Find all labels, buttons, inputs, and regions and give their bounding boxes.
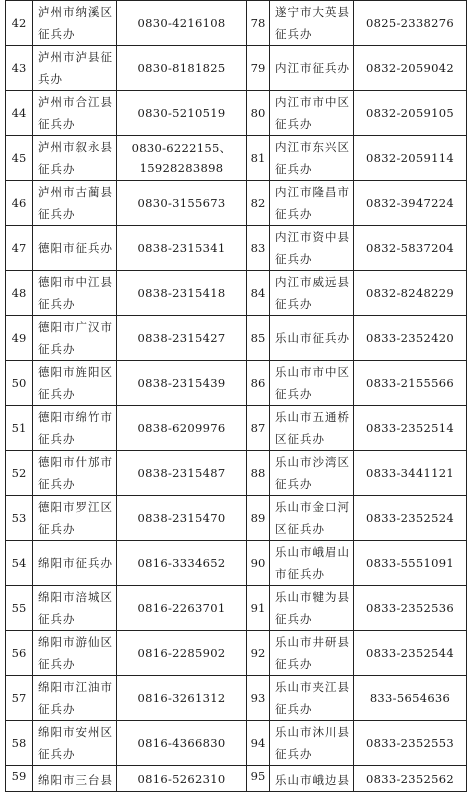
phone-number: 0833-2352544 [366, 646, 454, 660]
table-row [6, 451, 467, 496]
office-name-cell [270, 721, 354, 766]
table-row [6, 361, 467, 406]
entry-number-cell [6, 496, 33, 541]
phone-number: 0830-3155673 [137, 196, 226, 210]
phone-number: 0833-2352514 [366, 421, 454, 435]
phone-number: 0832-5837204 [366, 241, 454, 255]
office-name: 泸州市纳溪区征兵办 [38, 5, 113, 41]
office-name: 德阳市绵竹市征兵办 [38, 410, 113, 446]
entry-number-cell [6, 721, 33, 766]
table-row [6, 586, 467, 631]
office-name-cell [33, 676, 117, 721]
office-name-cell [33, 721, 117, 766]
phone-number: 0830-4216108 [137, 16, 226, 30]
phone-number-cell [354, 181, 467, 226]
phone-number-cell [354, 766, 467, 792]
phone-number: 0832-3947224 [366, 196, 454, 210]
phone-number-cell [117, 406, 247, 451]
table-row [6, 541, 467, 586]
office-name-cell [33, 271, 117, 316]
entry-number: 81 [250, 151, 266, 165]
phone-number: 0832-2059042 [366, 61, 454, 75]
phone-number: 0833-3441121 [366, 466, 454, 480]
entry-number-cell [247, 181, 270, 226]
office-name: 内江市市中区征兵办 [275, 95, 350, 131]
office-name: 乐山市市中区征兵办 [275, 365, 350, 401]
entry-number: 94 [250, 736, 266, 750]
phone-number-cell [117, 46, 247, 91]
office-name-cell [270, 226, 354, 271]
phone-number: 0838-2315470 [137, 511, 226, 525]
phone-number-cell [354, 91, 467, 136]
table-row [6, 496, 467, 541]
office-name: 乐山市峨边县 [275, 772, 350, 787]
entry-number-cell [247, 46, 270, 91]
entry-number-cell [247, 406, 270, 451]
entry-number-cell [247, 361, 270, 406]
phone-number-cell [354, 226, 467, 271]
phone-number-cell [354, 496, 467, 541]
entry-number: 95 [250, 768, 266, 783]
entry-number: 42 [11, 16, 27, 30]
entry-number-cell [247, 1, 270, 46]
entry-number-cell [6, 766, 33, 792]
entry-number-cell [6, 451, 33, 496]
entry-number: 87 [250, 421, 266, 435]
table-row [6, 46, 467, 91]
entry-number: 92 [250, 646, 266, 660]
phone-number: 0833-2352553 [366, 736, 454, 750]
office-name: 绵阳市涪城区征兵办 [38, 590, 113, 626]
phone-number-cell [117, 721, 247, 766]
table-row [6, 91, 467, 136]
phone-number-cell [117, 766, 247, 792]
entry-number-cell [247, 451, 270, 496]
entry-number-cell [247, 136, 270, 181]
office-name: 内江市威远县征兵办 [275, 275, 350, 311]
entry-number: 86 [250, 376, 266, 390]
phone-number: 0832-8248229 [366, 286, 454, 300]
entry-number: 57 [11, 691, 27, 705]
entry-number-cell [6, 1, 33, 46]
entry-number: 88 [250, 466, 266, 480]
entry-number: 49 [11, 331, 27, 345]
phone-number: 0833-2155566 [366, 376, 454, 390]
office-name: 绵阳市三台县 [38, 772, 113, 787]
phone-number-cell [354, 586, 467, 631]
office-name: 乐山市犍为县征兵办 [275, 590, 350, 626]
office-name-cell [33, 46, 117, 91]
office-name: 乐山市沙湾区征兵办 [275, 455, 350, 491]
office-name: 德阳市什邡市征兵办 [38, 455, 113, 491]
phone-number-cell [354, 361, 467, 406]
entry-number-cell [6, 676, 33, 721]
entry-number: 51 [11, 421, 27, 435]
phone-number-cell [354, 271, 467, 316]
entry-number: 50 [11, 376, 27, 390]
office-name-cell [270, 1, 354, 46]
phone-number-cell [354, 406, 467, 451]
entry-number-cell [6, 46, 33, 91]
office-name-cell [33, 136, 117, 181]
office-name: 德阳市广汉市征兵办 [38, 320, 113, 356]
phone-number-cell [117, 676, 247, 721]
office-name-cell [33, 766, 117, 792]
entry-number-cell [247, 226, 270, 271]
phone-number-cell [117, 226, 247, 271]
entry-number: 82 [250, 196, 266, 210]
phone-number: 0838-2315439 [137, 376, 226, 390]
entry-number: 52 [11, 466, 27, 480]
office-name-cell [33, 181, 117, 226]
phone-number: 0832-2059105 [366, 106, 454, 120]
office-name-cell [33, 1, 117, 46]
office-name-cell [33, 406, 117, 451]
office-name-cell [270, 676, 354, 721]
entry-number-cell [247, 631, 270, 676]
phone-number-cell [117, 1, 247, 46]
entry-number-cell [247, 586, 270, 631]
table-row [6, 271, 467, 316]
entry-number: 54 [11, 556, 27, 570]
phone-number: 0838-2315427 [137, 331, 226, 345]
office-name: 内江市东兴区征兵办 [275, 140, 350, 176]
entry-number: 84 [250, 286, 266, 300]
office-name: 绵阳市游仙区征兵办 [38, 635, 113, 671]
office-name-cell [33, 316, 117, 361]
entry-number-cell [247, 766, 270, 792]
phone-number-cell [117, 316, 247, 361]
entry-number-cell [247, 496, 270, 541]
phone-number: 0816-3261312 [137, 691, 226, 705]
entry-number: 55 [11, 601, 27, 615]
phone-number-cell [354, 541, 467, 586]
phone-number-cell [117, 586, 247, 631]
phone-number-cell [354, 721, 467, 766]
phone-number-cell [354, 316, 467, 361]
entry-number: 44 [11, 106, 27, 120]
entry-number: 43 [11, 61, 27, 75]
office-name-cell [270, 181, 354, 226]
entry-number: 53 [11, 511, 27, 525]
table-row [6, 181, 467, 226]
table-row [6, 721, 467, 766]
phone-number: 0816-4366830 [137, 736, 226, 750]
entry-number-cell [6, 586, 33, 631]
office-name: 乐山市五通桥区征兵办 [275, 410, 350, 446]
office-name-cell [33, 226, 117, 271]
entry-number-cell [247, 541, 270, 586]
office-name: 泸州市合江县征兵办 [38, 95, 113, 131]
phone-number: 0816-2263701 [137, 601, 226, 615]
office-name: 德阳市中江县征兵办 [38, 275, 113, 311]
office-name-cell [270, 91, 354, 136]
office-name: 绵阳市江油市征兵办 [38, 680, 113, 716]
table-row [6, 316, 467, 361]
phone-number: 0838-6209976 [137, 421, 226, 435]
phone-number-cell [117, 451, 247, 496]
entry-number-cell [6, 631, 33, 676]
phone-number: 0816-2285902 [137, 646, 226, 660]
phone-number-cell [117, 361, 247, 406]
table-row [6, 406, 467, 451]
entry-number-cell [6, 271, 33, 316]
phone-number-cell [117, 631, 247, 676]
phone-number-cell [117, 541, 247, 586]
office-name-cell [33, 451, 117, 496]
office-name-cell [270, 496, 354, 541]
table-row [6, 226, 467, 271]
entry-number-cell [247, 271, 270, 316]
entry-number: 56 [11, 646, 27, 660]
contact-table-body [6, 1, 467, 792]
entry-number: 80 [250, 106, 266, 120]
entry-number-cell [6, 316, 33, 361]
office-name-cell [270, 46, 354, 91]
phone-number: 0838-2315418 [137, 286, 226, 300]
phone-number-cell [117, 181, 247, 226]
phone-number-cell [117, 136, 247, 181]
entry-number-cell [6, 181, 33, 226]
phone-number-cell [117, 91, 247, 136]
table-row [6, 136, 467, 181]
phone-number: 0830-6222155、15928283898 [131, 141, 232, 175]
entry-number: 85 [250, 331, 266, 345]
office-name: 德阳市征兵办 [38, 241, 113, 255]
entry-number-cell [247, 721, 270, 766]
entry-number: 47 [11, 241, 27, 255]
phone-number: 0833-2352562 [366, 771, 454, 786]
office-name: 内江市征兵办 [275, 61, 350, 75]
phone-number-cell [117, 496, 247, 541]
office-name: 乐山市峨眉山市征兵办 [275, 545, 350, 581]
phone-number-cell [117, 271, 247, 316]
office-name-cell [33, 361, 117, 406]
office-name: 绵阳市征兵办 [38, 556, 113, 570]
office-name-cell [270, 586, 354, 631]
office-name: 乐山市井研县征兵办 [275, 635, 350, 671]
office-name: 德阳市罗江区征兵办 [38, 500, 113, 536]
phone-number: 0816-3334652 [137, 556, 226, 570]
office-name-cell [33, 631, 117, 676]
entry-number-cell [6, 361, 33, 406]
table-row [6, 766, 467, 792]
office-name-cell [270, 136, 354, 181]
office-name: 内江市资中县征兵办 [275, 230, 350, 266]
phone-number: 833-5654636 [369, 691, 451, 705]
office-name-cell [270, 541, 354, 586]
phone-number-cell [354, 451, 467, 496]
phone-number: 0833-2352524 [366, 511, 454, 525]
entry-number: 58 [11, 736, 27, 750]
phone-number: 0825-2338276 [366, 16, 454, 30]
office-name-cell [33, 91, 117, 136]
office-name-cell [270, 766, 354, 792]
entry-number: 79 [250, 61, 266, 75]
entry-number: 89 [250, 511, 266, 525]
entry-number: 93 [250, 691, 266, 705]
office-name: 泸州市叙永县征兵办 [38, 140, 113, 176]
office-name: 乐山市夹江县征兵办 [275, 680, 350, 716]
office-name: 乐山市沐川县征兵办 [275, 725, 350, 761]
table-row [6, 676, 467, 721]
contact-table [5, 0, 467, 792]
office-name: 遂宁市大英县征兵办 [275, 5, 350, 41]
office-name: 泸州市古蔺县征兵办 [38, 185, 113, 221]
entry-number: 78 [250, 16, 266, 30]
phone-number: 0833-2352536 [366, 601, 454, 615]
office-name-cell [33, 541, 117, 586]
office-name-cell [33, 586, 117, 631]
entry-number: 45 [11, 151, 27, 165]
office-name: 乐山市金口河区征兵办 [275, 500, 350, 536]
entry-number: 83 [250, 241, 266, 255]
phone-number: 0838-2315487 [137, 466, 226, 480]
office-name: 绵阳市安州区征兵办 [38, 725, 113, 761]
office-name-cell [270, 271, 354, 316]
phone-number-cell [354, 136, 467, 181]
phone-number: 0816-5262310 [137, 771, 226, 786]
entry-number: 90 [250, 556, 266, 570]
phone-number-cell [354, 1, 467, 46]
phone-number-cell [354, 46, 467, 91]
phone-number: 0833-5551091 [366, 556, 454, 570]
phone-number: 0838-2315341 [137, 241, 226, 255]
office-name-cell [270, 451, 354, 496]
entry-number: 59 [11, 768, 27, 783]
entry-number-cell [247, 316, 270, 361]
entry-number-cell [6, 136, 33, 181]
table-row [6, 1, 467, 46]
office-name: 乐山市征兵办 [275, 331, 350, 345]
phone-number: 0833-2352420 [366, 331, 454, 345]
phone-number-cell [354, 631, 467, 676]
entry-number: 46 [11, 196, 27, 210]
office-name: 内江市隆昌市征兵办 [275, 185, 350, 221]
office-name-cell [270, 361, 354, 406]
table-row [6, 631, 467, 676]
phone-number: 0830-8181825 [137, 61, 226, 75]
office-name: 泸州市泸县征兵办 [38, 50, 113, 86]
entry-number: 48 [11, 286, 27, 300]
office-name: 德阳市旌阳区征兵办 [38, 365, 113, 401]
phone-number: 0830-5210519 [137, 106, 226, 120]
entry-number-cell [6, 226, 33, 271]
phone-number: 0832-2059114 [366, 151, 454, 165]
phone-number-cell [354, 676, 467, 721]
entry-number-cell [6, 541, 33, 586]
office-name-cell [270, 316, 354, 361]
entry-number-cell [247, 676, 270, 721]
office-name-cell [270, 631, 354, 676]
office-name-cell [270, 406, 354, 451]
office-name-cell [33, 496, 117, 541]
entry-number-cell [6, 91, 33, 136]
entry-number-cell [247, 91, 270, 136]
entry-number-cell [6, 406, 33, 451]
entry-number: 91 [250, 601, 266, 615]
